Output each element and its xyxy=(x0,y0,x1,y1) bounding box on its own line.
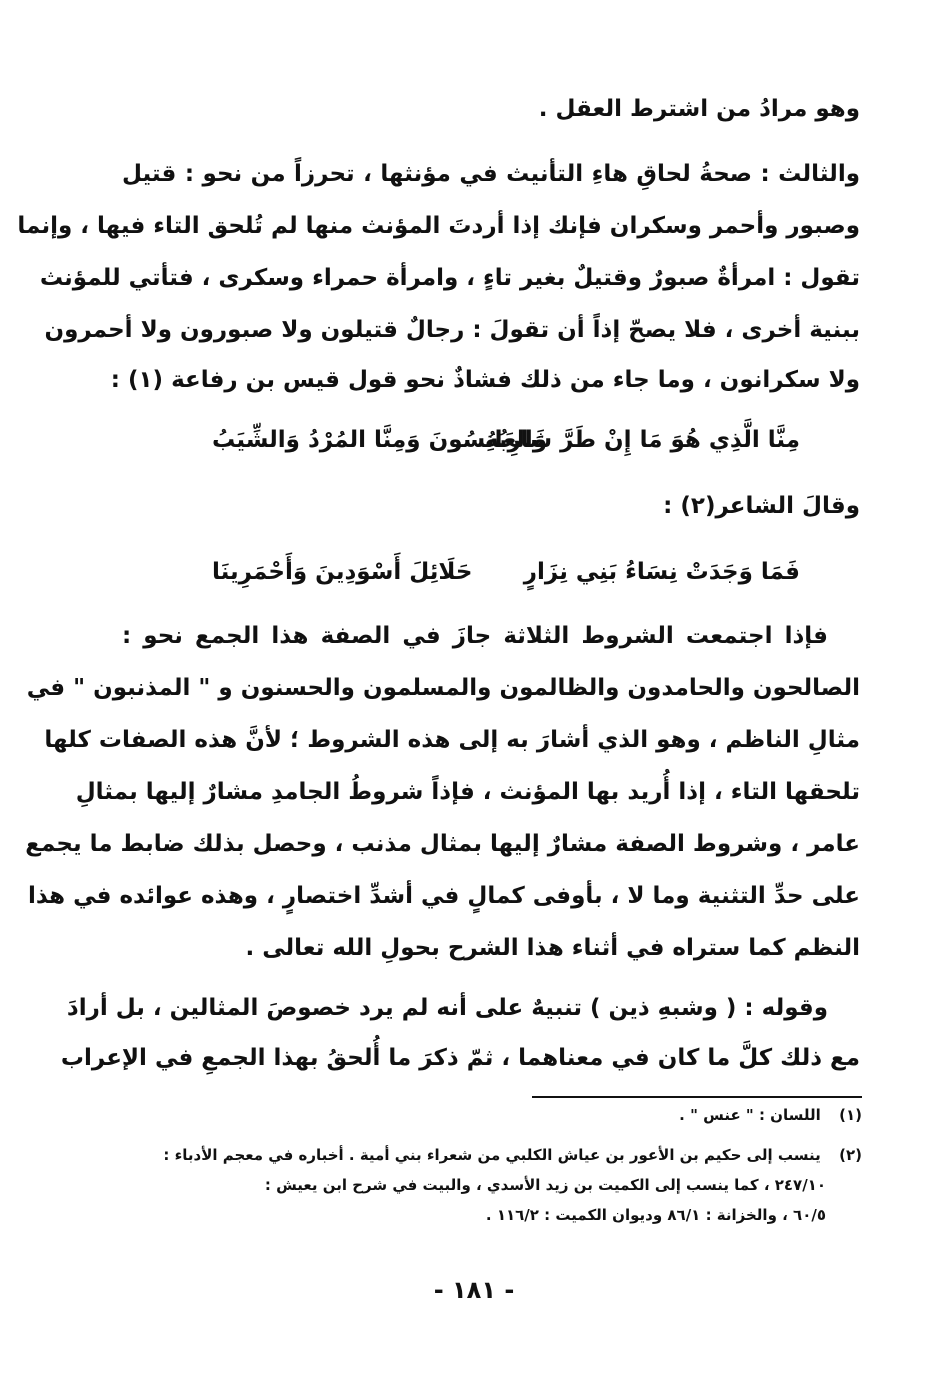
footnote-text: ينسب إلى حكيم بن الأعور بن عياش الكلبي من شعراء بني أمية . أخباره في معجم الأدباء : xyxy=(163,1146,821,1164)
footnote xyxy=(679,1104,862,1126)
footnote-continuation: ٢٤٧/١٠ ، كما ينسب إلى الكميت بن زيد الأسدي ، والبيت في شرح ابن يعيش : xyxy=(264,1176,826,1194)
footnote xyxy=(163,1144,862,1166)
verse-hemistich-first: فَمَا وَجَدَتْ نِسَاءُ بَنِي نِزَارٍ xyxy=(523,559,800,585)
footnote-number: (١) xyxy=(839,1106,862,1124)
verse-hemistich-second: وَالعَانِسُونَ وَمِنَّا المُرْدُ وَالشِّيَبُ xyxy=(212,427,548,453)
text-line: عامر ، وشروط الصفة مشارٌ إليها بمثال مذنب ، وحصل بذلك ضابط ما يجمع xyxy=(25,831,860,857)
text-line: النظم كما ستراه في أثناء هذا الشرح بحولِ الله تعالى . xyxy=(245,935,860,961)
text-line: الصالحون والحامدون والظالمون والمسلمون والحسنون و " المذنبون " في xyxy=(26,675,860,701)
text-line: تلحقها التاء ، إذا أُريد بها المؤنث ، فإذاً شروطُ الجامدِ مشارٌ إليها بمثالِ xyxy=(75,779,860,805)
text-line: وصبور وأحمر وسكران فإنك إذا أردتَ المؤنث منها لم تُلحق التاء فيها ، وإنما xyxy=(17,213,860,239)
text-line: وقوله : ( وشبهِ ذين ) تنبيهٌ على أنه لم يرد خصوصَ المثالين ، بل أرادَ xyxy=(66,995,828,1021)
text-line: وهو مرادُ من اشترط العقل . xyxy=(538,96,860,122)
text-line: على حدِّ التثنية وما لا ، بأوفى كمالٍ في أشدِّ اختصارٍ ، وهذه عوائده في هذا xyxy=(28,883,860,909)
text-line: وقالَ الشاعر(٢) : xyxy=(663,493,860,519)
text-line: فإذا اجتمعت الشروط الثلاثة جازَ في الصفة هذا الجمع نحو : xyxy=(122,623,828,649)
page-number: - ١٨١ - xyxy=(433,1276,515,1304)
footnote-continuation: ٦٠/٥ ، والخزانة : ٨٦/١ وديوان الكميت : ١١٦/٢ . xyxy=(485,1206,826,1224)
footnote-divider xyxy=(532,1096,862,1098)
verse-hemistich-second: حَلَائِلَ أَسْوَدِينَ وَأَحْمَرِينَا xyxy=(212,559,473,585)
text-line: ولا سكرانون ، وما جاء من ذلك فشاذٌ نحو قول قيس بن رفاعة (١) : xyxy=(110,367,860,393)
text-line: مع ذلك كلَّ ما كان في معناهما ، ثمّ ذكرَ ما أُلحقُ بهذا الجمعِ في الإعراب xyxy=(60,1045,860,1071)
text-line: ببنية أخرى ، فلا يصحّ إذاً أن تقولَ : رجالٌ قتيلون ولا صبورون ولا أحمرون xyxy=(44,317,860,343)
verse-hemistich-first: مِنَّا الَّذِي هُوَ مَا إِنْ طَرَّ شَارِبُهُ xyxy=(484,427,800,453)
footnote-text: اللسان : " عنس " . xyxy=(679,1106,821,1124)
footnote-number: (٢) xyxy=(839,1146,862,1164)
text-line: تقول : امرأةٌ صبورٌ وقتيلٌ بغير تاءٍ ، وامرأة حمراء وسكرى ، فتأتي للمؤنث xyxy=(39,265,860,291)
text-line: والثالث : صحةُ لحاقِ هاءِ التأنيث في مؤنثها ، تحرزاً من نحو : قتيل xyxy=(122,161,860,187)
text-line: مثالِ الناظم ، وهو الذي أشارَ به إلى هذه الشروط ؛ لأنَّ هذه الصفات كلها xyxy=(44,727,860,753)
